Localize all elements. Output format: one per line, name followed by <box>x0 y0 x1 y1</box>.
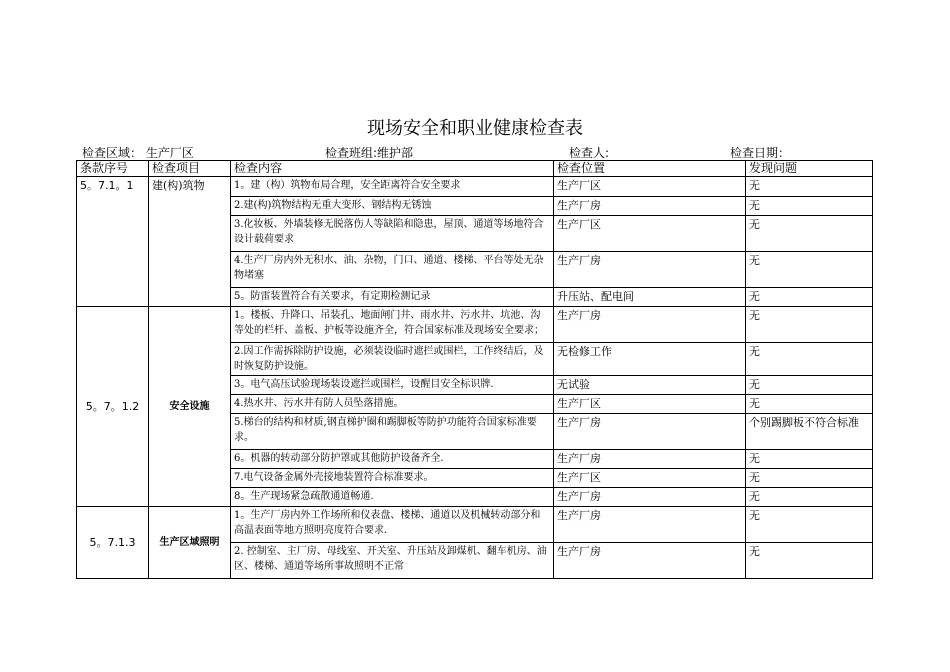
found-issue: 无 <box>746 197 873 216</box>
check-content: 5。防雷装置符合有关要求，有定期检测记录 <box>231 288 554 307</box>
check-content: 3.化妆板、外墙装修无脱落伤人等缺陷和隐患，屋顶、通道等场地符合设计载荷要求 <box>231 216 554 252</box>
clause-number: 5。7.1。1 <box>77 177 149 307</box>
checklist-table <box>76 160 873 579</box>
check-content: 7.电气设备金属外壳接地装置符合标准要求。 <box>231 469 554 488</box>
inspection-date: 检查日期： <box>730 146 791 160</box>
check-location: 生产厂房 <box>554 197 746 216</box>
found-issue: 无 <box>746 376 873 395</box>
header-clause-no: 条款序号 <box>77 161 149 177</box>
found-issue: 无 <box>746 543 873 579</box>
found-issue: 个别踢脚板不符合标准 <box>746 414 873 450</box>
check-content: 1。建（构）筑物布局合理，安全距离符合安全要求 <box>231 177 554 197</box>
found-issue: 无 <box>746 288 873 307</box>
check-location: 生产厂房 <box>554 414 746 450</box>
found-issue: 无 <box>746 450 873 469</box>
found-issue: 无 <box>746 307 873 343</box>
page-title: 现场安全和职业健康检查表 <box>367 118 583 139</box>
found-issue: 无 <box>746 507 873 543</box>
found-issue: 无 <box>746 177 873 197</box>
check-location: 生产厂房 <box>554 252 746 288</box>
check-item: 安全设施 <box>149 307 231 507</box>
check-content: 2. 控制室、主厂房、母线室、开关室、升压站及卸煤机、翻车机房、油区、楼梯、通道等场所事故照明不正常 <box>231 543 554 579</box>
check-content: 4.生产厂房内外无积水、油、杂物，门口、通道、楼梯、平台等处无杂物堵塞 <box>231 252 554 288</box>
check-location: 无试验 <box>554 376 746 395</box>
check-location: 生产厂区 <box>554 395 746 414</box>
clause-number: 5。7.1.3 <box>77 507 149 579</box>
table-header-row <box>77 161 873 177</box>
inspection-team: 检查班组:维护部 <box>325 146 414 160</box>
found-issue: 无 <box>746 216 873 252</box>
check-location: 生产厂区 <box>554 177 746 197</box>
table-row <box>77 307 873 343</box>
inspector: 检查人: <box>569 146 610 160</box>
check-item: 建(构)筑物 <box>149 177 231 307</box>
check-location: 生产厂房 <box>554 307 746 343</box>
found-issue: 无 <box>746 395 873 414</box>
check-content: 1。生产厂房内外工作场所和仪表盘、楼梯、通道以及机械转动部分和高温表面等地方照明亮度符合要求. <box>231 507 554 543</box>
found-issue: 无 <box>746 469 873 488</box>
check-location: 生产厂房 <box>554 507 746 543</box>
table-row <box>77 177 873 197</box>
found-issue: 无 <box>746 252 873 288</box>
check-location: 升压站、配电间 <box>554 288 746 307</box>
clause-number: 5。7。1.2 <box>77 307 149 507</box>
check-location: 无检修工作 <box>554 343 746 376</box>
found-issue: 无 <box>746 488 873 507</box>
header-issue: 发现问题 <box>746 161 873 177</box>
check-location: 生产厂房 <box>554 543 746 579</box>
check-content: 2.建(构)筑物结构无重大变形、钢结构无锈蚀 <box>231 197 554 216</box>
header-content: 检查内容 <box>231 161 554 177</box>
check-content: 5.梯台的结构和材质,钢直梯护圈和踢脚板等防护功能符合国家标准要求。 <box>231 414 554 450</box>
check-content: 2.因工作需拆除防护设施，必须装设临时遮拦或围栏，工作终结后，及时恢复防护设施。 <box>231 343 554 376</box>
found-issue: 无 <box>746 343 873 376</box>
check-content: 1。楼板、升降口、吊装孔、地面闸门井、雨水井、污水井、坑池、沟等处的栏杆、盖板、护板等设施齐全，符合国家标准及现场安全要求； <box>231 307 554 343</box>
header-item: 检查项目 <box>149 161 231 177</box>
info-line <box>82 144 872 160</box>
check-content: 6。机器的转动部分防护罩或其他防护设备齐全. <box>231 450 554 469</box>
header-location: 检查位置 <box>554 161 746 177</box>
check-location: 生产厂房 <box>554 450 746 469</box>
check-content: 4.热水井、污水井有防人员坠落措施。 <box>231 395 554 414</box>
check-location: 生产厂房 <box>554 488 746 507</box>
check-content: 3。电气高压试验现场装设遮拦或围栏，设醒目安全标识牌. <box>231 376 554 395</box>
check-content: 8。生产现场紧急疏散通道畅通. <box>231 488 554 507</box>
check-item: 生产区域照明 <box>149 507 231 579</box>
inspection-area: 检查区域： 生产厂区 <box>82 146 194 160</box>
check-location: 生产厂区 <box>554 216 746 252</box>
check-location: 生产厂区 <box>554 469 746 488</box>
table-row <box>77 507 873 543</box>
